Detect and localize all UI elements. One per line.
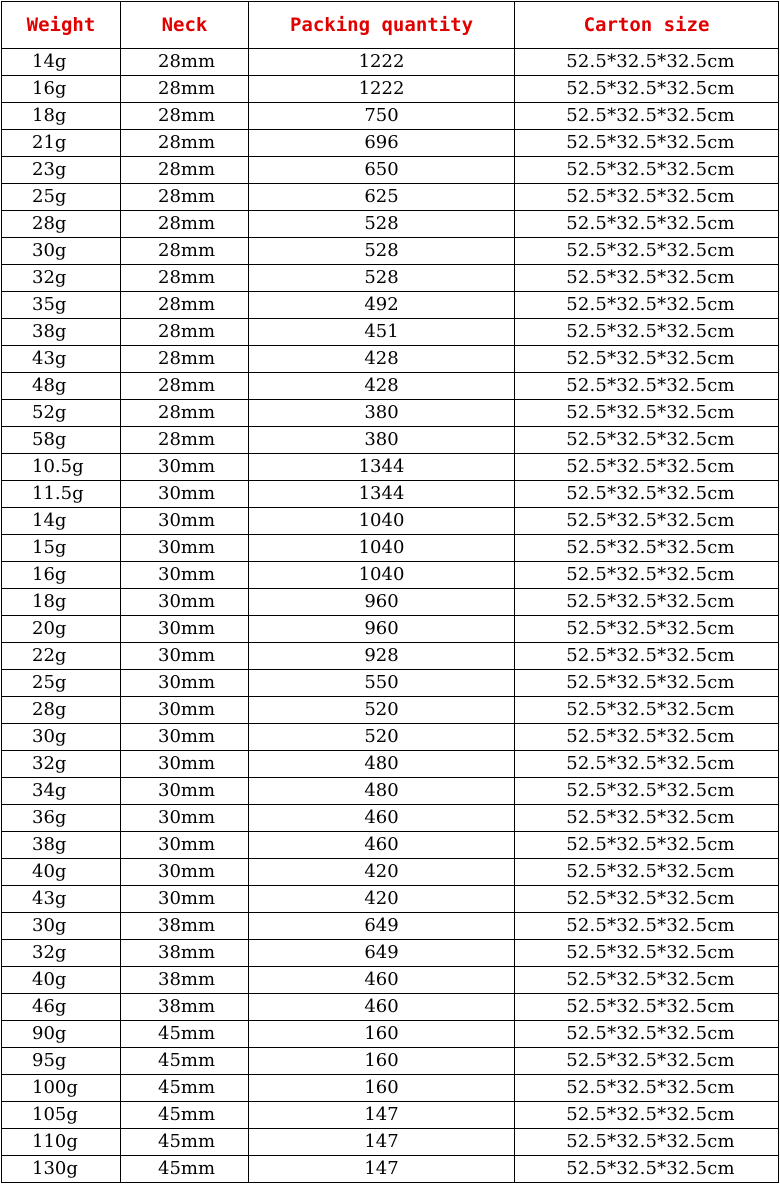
packing-quantity-cell: 460 bbox=[249, 967, 515, 994]
neck-cell: 28mm bbox=[121, 373, 249, 400]
packing-quantity-cell: 550 bbox=[249, 670, 515, 697]
header-packing-quantity: Packing quantity bbox=[249, 2, 515, 49]
carton-size-cell: 52.5*32.5*32.5cm bbox=[515, 265, 779, 292]
weight-cell: 15g bbox=[2, 535, 121, 562]
neck-cell: 45mm bbox=[121, 1075, 249, 1102]
packing-quantity-cell: 528 bbox=[249, 265, 515, 292]
carton-size-cell: 52.5*32.5*32.5cm bbox=[515, 427, 779, 454]
neck-cell: 45mm bbox=[121, 1156, 249, 1183]
table-row bbox=[2, 508, 779, 535]
carton-size-cell: 52.5*32.5*32.5cm bbox=[515, 1048, 779, 1075]
neck-cell: 30mm bbox=[121, 454, 249, 481]
neck-cell: 38mm bbox=[121, 967, 249, 994]
weight-cell: 43g bbox=[2, 346, 121, 373]
packing-quantity-cell: 1040 bbox=[249, 535, 515, 562]
packing-quantity-cell: 480 bbox=[249, 778, 515, 805]
neck-cell: 28mm bbox=[121, 157, 249, 184]
table-row bbox=[2, 724, 779, 751]
table-row bbox=[2, 1156, 779, 1183]
carton-size-cell: 52.5*32.5*32.5cm bbox=[515, 724, 779, 751]
weight-cell: 34g bbox=[2, 778, 121, 805]
packing-quantity-cell: 1222 bbox=[249, 76, 515, 103]
table-row bbox=[2, 157, 779, 184]
carton-size-cell: 52.5*32.5*32.5cm bbox=[515, 535, 779, 562]
packing-quantity-cell: 960 bbox=[249, 616, 515, 643]
packing-quantity-cell: 1040 bbox=[249, 562, 515, 589]
neck-cell: 28mm bbox=[121, 76, 249, 103]
weight-cell: 48g bbox=[2, 373, 121, 400]
packing-quantity-cell: 492 bbox=[249, 292, 515, 319]
neck-cell: 28mm bbox=[121, 238, 249, 265]
packing-quantity-cell: 520 bbox=[249, 724, 515, 751]
neck-cell: 28mm bbox=[121, 103, 249, 130]
weight-cell: 100g bbox=[2, 1075, 121, 1102]
carton-size-cell: 52.5*32.5*32.5cm bbox=[515, 1129, 779, 1156]
packing-quantity-cell: 520 bbox=[249, 697, 515, 724]
table-row bbox=[2, 103, 779, 130]
table-row bbox=[2, 373, 779, 400]
weight-cell: 23g bbox=[2, 157, 121, 184]
neck-cell: 30mm bbox=[121, 643, 249, 670]
weight-cell: 14g bbox=[2, 49, 121, 76]
neck-cell: 30mm bbox=[121, 805, 249, 832]
table-row bbox=[2, 481, 779, 508]
carton-size-cell: 52.5*32.5*32.5cm bbox=[515, 454, 779, 481]
packing-quantity-cell: 460 bbox=[249, 832, 515, 859]
neck-cell: 30mm bbox=[121, 886, 249, 913]
carton-size-cell: 52.5*32.5*32.5cm bbox=[515, 1156, 779, 1183]
packing-spec-table bbox=[1, 1, 779, 1183]
packing-quantity-cell: 1344 bbox=[249, 481, 515, 508]
carton-size-cell: 52.5*32.5*32.5cm bbox=[515, 49, 779, 76]
packing-quantity-cell: 428 bbox=[249, 373, 515, 400]
neck-cell: 28mm bbox=[121, 130, 249, 157]
neck-cell: 30mm bbox=[121, 670, 249, 697]
weight-cell: 25g bbox=[2, 670, 121, 697]
carton-size-cell: 52.5*32.5*32.5cm bbox=[515, 967, 779, 994]
table-row bbox=[2, 427, 779, 454]
carton-size-cell: 52.5*32.5*32.5cm bbox=[515, 1102, 779, 1129]
table-row bbox=[2, 643, 779, 670]
weight-cell: 90g bbox=[2, 1021, 121, 1048]
weight-cell: 110g bbox=[2, 1129, 121, 1156]
weight-cell: 28g bbox=[2, 697, 121, 724]
table-row bbox=[2, 1075, 779, 1102]
carton-size-cell: 52.5*32.5*32.5cm bbox=[515, 589, 779, 616]
table-header bbox=[2, 2, 779, 49]
carton-size-cell: 52.5*32.5*32.5cm bbox=[515, 103, 779, 130]
table-row bbox=[2, 616, 779, 643]
table-row bbox=[2, 967, 779, 994]
weight-cell: 40g bbox=[2, 967, 121, 994]
carton-size-cell: 52.5*32.5*32.5cm bbox=[515, 373, 779, 400]
neck-cell: 45mm bbox=[121, 1129, 249, 1156]
carton-size-cell: 52.5*32.5*32.5cm bbox=[515, 913, 779, 940]
weight-cell: 22g bbox=[2, 643, 121, 670]
table-row bbox=[2, 76, 779, 103]
weight-cell: 16g bbox=[2, 562, 121, 589]
neck-cell: 38mm bbox=[121, 940, 249, 967]
weight-cell: 95g bbox=[2, 1048, 121, 1075]
carton-size-cell: 52.5*32.5*32.5cm bbox=[515, 1075, 779, 1102]
carton-size-cell: 52.5*32.5*32.5cm bbox=[515, 778, 779, 805]
weight-cell: 28g bbox=[2, 211, 121, 238]
packing-quantity-cell: 528 bbox=[249, 238, 515, 265]
packing-quantity-cell: 380 bbox=[249, 427, 515, 454]
neck-cell: 45mm bbox=[121, 1021, 249, 1048]
table-row bbox=[2, 184, 779, 211]
table-row bbox=[2, 49, 779, 76]
neck-cell: 28mm bbox=[121, 346, 249, 373]
packing-quantity-cell: 1040 bbox=[249, 508, 515, 535]
weight-cell: 25g bbox=[2, 184, 121, 211]
weight-cell: 30g bbox=[2, 724, 121, 751]
weight-cell: 30g bbox=[2, 238, 121, 265]
table-row bbox=[2, 886, 779, 913]
weight-cell: 35g bbox=[2, 292, 121, 319]
neck-cell: 28mm bbox=[121, 184, 249, 211]
neck-cell: 28mm bbox=[121, 400, 249, 427]
weight-cell: 18g bbox=[2, 589, 121, 616]
table-row bbox=[2, 400, 779, 427]
weight-cell: 105g bbox=[2, 1102, 121, 1129]
carton-size-cell: 52.5*32.5*32.5cm bbox=[515, 400, 779, 427]
table-row bbox=[2, 751, 779, 778]
weight-cell: 30g bbox=[2, 913, 121, 940]
header-neck: Neck bbox=[121, 2, 249, 49]
table-row bbox=[2, 130, 779, 157]
table-row bbox=[2, 859, 779, 886]
packing-quantity-cell: 451 bbox=[249, 319, 515, 346]
weight-cell: 21g bbox=[2, 130, 121, 157]
carton-size-cell: 52.5*32.5*32.5cm bbox=[515, 697, 779, 724]
weight-cell: 32g bbox=[2, 940, 121, 967]
neck-cell: 30mm bbox=[121, 724, 249, 751]
packing-quantity-cell: 460 bbox=[249, 805, 515, 832]
carton-size-cell: 52.5*32.5*32.5cm bbox=[515, 292, 779, 319]
carton-size-cell: 52.5*32.5*32.5cm bbox=[515, 940, 779, 967]
carton-size-cell: 52.5*32.5*32.5cm bbox=[515, 211, 779, 238]
table-row bbox=[2, 238, 779, 265]
neck-cell: 28mm bbox=[121, 292, 249, 319]
neck-cell: 30mm bbox=[121, 562, 249, 589]
packing-quantity-cell: 650 bbox=[249, 157, 515, 184]
packing-quantity-cell: 428 bbox=[249, 346, 515, 373]
packing-quantity-cell: 480 bbox=[249, 751, 515, 778]
neck-cell: 30mm bbox=[121, 832, 249, 859]
carton-size-cell: 52.5*32.5*32.5cm bbox=[515, 670, 779, 697]
carton-size-cell: 52.5*32.5*32.5cm bbox=[515, 751, 779, 778]
packing-quantity-cell: 147 bbox=[249, 1102, 515, 1129]
packing-quantity-cell: 160 bbox=[249, 1075, 515, 1102]
neck-cell: 45mm bbox=[121, 1102, 249, 1129]
table-body bbox=[2, 49, 779, 1183]
weight-cell: 32g bbox=[2, 265, 121, 292]
neck-cell: 30mm bbox=[121, 589, 249, 616]
carton-size-cell: 52.5*32.5*32.5cm bbox=[515, 832, 779, 859]
table-row bbox=[2, 319, 779, 346]
weight-cell: 38g bbox=[2, 319, 121, 346]
packing-quantity-cell: 160 bbox=[249, 1048, 515, 1075]
table-row bbox=[2, 535, 779, 562]
weight-cell: 38g bbox=[2, 832, 121, 859]
table-row bbox=[2, 805, 779, 832]
packing-quantity-cell: 380 bbox=[249, 400, 515, 427]
table-row bbox=[2, 1048, 779, 1075]
packing-quantity-cell: 649 bbox=[249, 913, 515, 940]
carton-size-cell: 52.5*32.5*32.5cm bbox=[515, 319, 779, 346]
carton-size-cell: 52.5*32.5*32.5cm bbox=[515, 886, 779, 913]
carton-size-cell: 52.5*32.5*32.5cm bbox=[515, 157, 779, 184]
neck-cell: 30mm bbox=[121, 616, 249, 643]
header-row bbox=[2, 2, 779, 49]
carton-size-cell: 52.5*32.5*32.5cm bbox=[515, 184, 779, 211]
packing-quantity-cell: 420 bbox=[249, 859, 515, 886]
weight-cell: 43g bbox=[2, 886, 121, 913]
carton-size-cell: 52.5*32.5*32.5cm bbox=[515, 508, 779, 535]
table-row bbox=[2, 589, 779, 616]
packing-quantity-cell: 1222 bbox=[249, 49, 515, 76]
weight-cell: 36g bbox=[2, 805, 121, 832]
table-row bbox=[2, 994, 779, 1021]
weight-cell: 16g bbox=[2, 76, 121, 103]
header-carton-size: Carton size bbox=[515, 2, 779, 49]
weight-cell: 46g bbox=[2, 994, 121, 1021]
packing-quantity-cell: 928 bbox=[249, 643, 515, 670]
header-weight: Weight bbox=[2, 2, 121, 49]
packing-quantity-cell: 750 bbox=[249, 103, 515, 130]
weight-cell: 40g bbox=[2, 859, 121, 886]
neck-cell: 45mm bbox=[121, 1048, 249, 1075]
carton-size-cell: 52.5*32.5*32.5cm bbox=[515, 1021, 779, 1048]
neck-cell: 28mm bbox=[121, 49, 249, 76]
weight-cell: 18g bbox=[2, 103, 121, 130]
neck-cell: 38mm bbox=[121, 994, 249, 1021]
carton-size-cell: 52.5*32.5*32.5cm bbox=[515, 238, 779, 265]
neck-cell: 28mm bbox=[121, 319, 249, 346]
carton-size-cell: 52.5*32.5*32.5cm bbox=[515, 481, 779, 508]
neck-cell: 30mm bbox=[121, 751, 249, 778]
neck-cell: 30mm bbox=[121, 778, 249, 805]
table-row bbox=[2, 346, 779, 373]
neck-cell: 28mm bbox=[121, 211, 249, 238]
neck-cell: 28mm bbox=[121, 427, 249, 454]
carton-size-cell: 52.5*32.5*32.5cm bbox=[515, 994, 779, 1021]
table-row bbox=[2, 1021, 779, 1048]
weight-cell: 130g bbox=[2, 1156, 121, 1183]
weight-cell: 11.5g bbox=[2, 481, 121, 508]
carton-size-cell: 52.5*32.5*32.5cm bbox=[515, 859, 779, 886]
weight-cell: 20g bbox=[2, 616, 121, 643]
packing-quantity-cell: 1344 bbox=[249, 454, 515, 481]
packing-quantity-cell: 696 bbox=[249, 130, 515, 157]
packing-quantity-cell: 460 bbox=[249, 994, 515, 1021]
table-row bbox=[2, 670, 779, 697]
table-row bbox=[2, 697, 779, 724]
weight-cell: 14g bbox=[2, 508, 121, 535]
packing-quantity-cell: 528 bbox=[249, 211, 515, 238]
neck-cell: 28mm bbox=[121, 265, 249, 292]
neck-cell: 30mm bbox=[121, 535, 249, 562]
table-row bbox=[2, 292, 779, 319]
table-row bbox=[2, 832, 779, 859]
carton-size-cell: 52.5*32.5*32.5cm bbox=[515, 616, 779, 643]
packing-quantity-cell: 649 bbox=[249, 940, 515, 967]
table-row bbox=[2, 1129, 779, 1156]
packing-quantity-cell: 160 bbox=[249, 1021, 515, 1048]
weight-cell: 52g bbox=[2, 400, 121, 427]
packing-quantity-cell: 147 bbox=[249, 1129, 515, 1156]
neck-cell: 30mm bbox=[121, 697, 249, 724]
table-row bbox=[2, 211, 779, 238]
table-row bbox=[2, 778, 779, 805]
table-row bbox=[2, 1102, 779, 1129]
weight-cell: 58g bbox=[2, 427, 121, 454]
table-row bbox=[2, 940, 779, 967]
carton-size-cell: 52.5*32.5*32.5cm bbox=[515, 805, 779, 832]
weight-cell: 32g bbox=[2, 751, 121, 778]
table-row bbox=[2, 454, 779, 481]
packing-quantity-cell: 420 bbox=[249, 886, 515, 913]
neck-cell: 30mm bbox=[121, 481, 249, 508]
carton-size-cell: 52.5*32.5*32.5cm bbox=[515, 346, 779, 373]
table-row bbox=[2, 562, 779, 589]
neck-cell: 30mm bbox=[121, 859, 249, 886]
carton-size-cell: 52.5*32.5*32.5cm bbox=[515, 643, 779, 670]
packing-quantity-cell: 625 bbox=[249, 184, 515, 211]
packing-quantity-cell: 960 bbox=[249, 589, 515, 616]
carton-size-cell: 52.5*32.5*32.5cm bbox=[515, 130, 779, 157]
carton-size-cell: 52.5*32.5*32.5cm bbox=[515, 562, 779, 589]
neck-cell: 38mm bbox=[121, 913, 249, 940]
carton-size-cell: 52.5*32.5*32.5cm bbox=[515, 76, 779, 103]
neck-cell: 30mm bbox=[121, 508, 249, 535]
weight-cell: 10.5g bbox=[2, 454, 121, 481]
table-row bbox=[2, 913, 779, 940]
packing-quantity-cell: 147 bbox=[249, 1156, 515, 1183]
table-row bbox=[2, 265, 779, 292]
